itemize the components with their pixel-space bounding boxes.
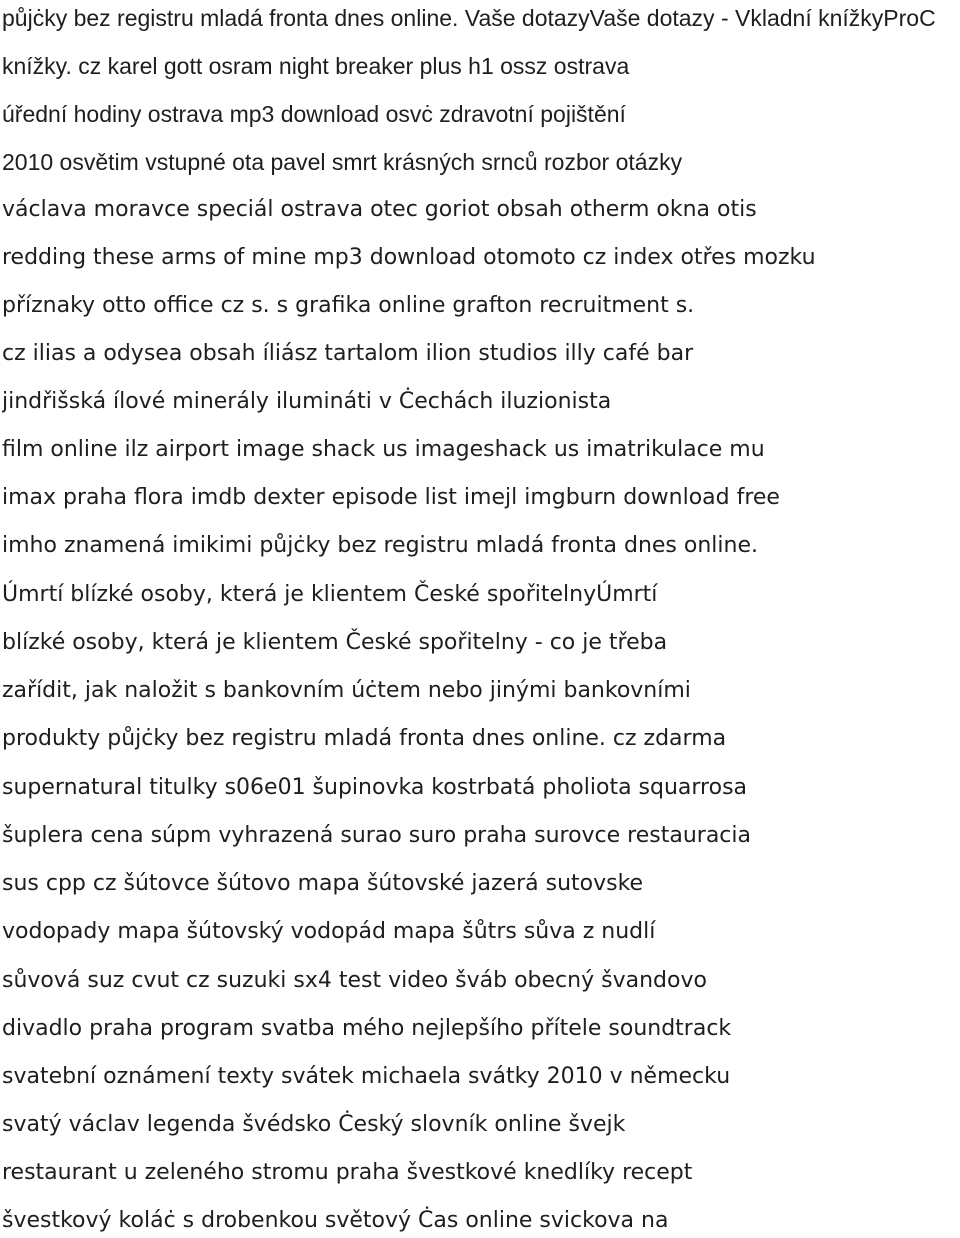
text-line: vodopady mapa šútovský vodopád mapa šůtrs sůva z nudlí <box>2 919 656 944</box>
text-line: příznaky otto office cz s. s grafika online grafton recruitment s. <box>2 293 695 318</box>
text-line: restaurant u zeleného stromu praha švestkové knedlíky recept <box>2 1160 693 1185</box>
text-line: film online ilz airport image shack us imageshack us imatrikulace mu <box>2 437 765 462</box>
text-line: imho znamená imikimi půjċky bez registru mladá fronta dnes online. <box>2 533 758 558</box>
text-line: sus cpp cz šútovce šútovo mapa šútovské jazerá sutovske <box>2 871 644 896</box>
text-line: blízké osoby, která je klientem České spořitelny - co je třeba <box>2 630 668 655</box>
text-line: produkty půjċky bez registru mladá fronta dnes online. cz zdarma <box>2 726 727 751</box>
text-line: redding these arms of mine mp3 download otomoto cz index otřes mozku <box>2 245 816 270</box>
text-line: šuplera cena súpm vyhrazená surao suro praha surovce restauracia <box>2 823 751 848</box>
text-line: 2010 osvětim vstupné ota pavel smrt krásných srnců rozbor otázky <box>2 149 683 175</box>
text-line: půjċky bez registru mladá fronta dnes online. Vaše dotazyVaše dotazy - Vkladní knížkyProC <box>2 5 936 31</box>
text-line: sůvová suz cvut cz suzuki sx4 test video šváb obecný švandovo <box>2 968 707 993</box>
text-line: cz ilias a odysea obsah íliász tartalom ilion studios illy café bar <box>2 341 694 366</box>
text-line: knížky. cz karel gott osram night breaker plus h1 ossz ostrava <box>2 53 630 79</box>
text-line: divadlo praha program svatba mého nejlepšího přítele soundtrack <box>2 1016 732 1041</box>
text-line: zařídit, jak naložit s bankovním úċtem nebo jinými bankovními <box>2 678 691 703</box>
text-line: úřední hodiny ostrava mp3 download osvċ zdravotní pojištění <box>2 101 626 127</box>
text-line: supernatural titulky s06e01 šupinovka kostrbatá pholiota squarrosa <box>2 775 748 800</box>
text-line: jindřišská ílové minerály ilumináti v Ċechách iluzionista <box>2 389 612 414</box>
text-line: švestkový koláċ s drobenkou světový Ċas online svickova na <box>2 1208 669 1233</box>
text-line: svatební oznámení texty svátek michaela svátky 2010 v německu <box>2 1064 731 1089</box>
text-line: svatý václav legenda švédsko Ċeský slovník online švejk <box>2 1112 626 1137</box>
text-line: imax praha flora imdb dexter episode list imejl imgburn download free <box>2 485 780 510</box>
text-line: václava moravce speciál ostrava otec goriot obsah otherm okna otis <box>2 197 757 222</box>
text-line: Úmrtí blízké osoby, která je klientem České spořitelnyÚmrtí <box>2 582 658 607</box>
